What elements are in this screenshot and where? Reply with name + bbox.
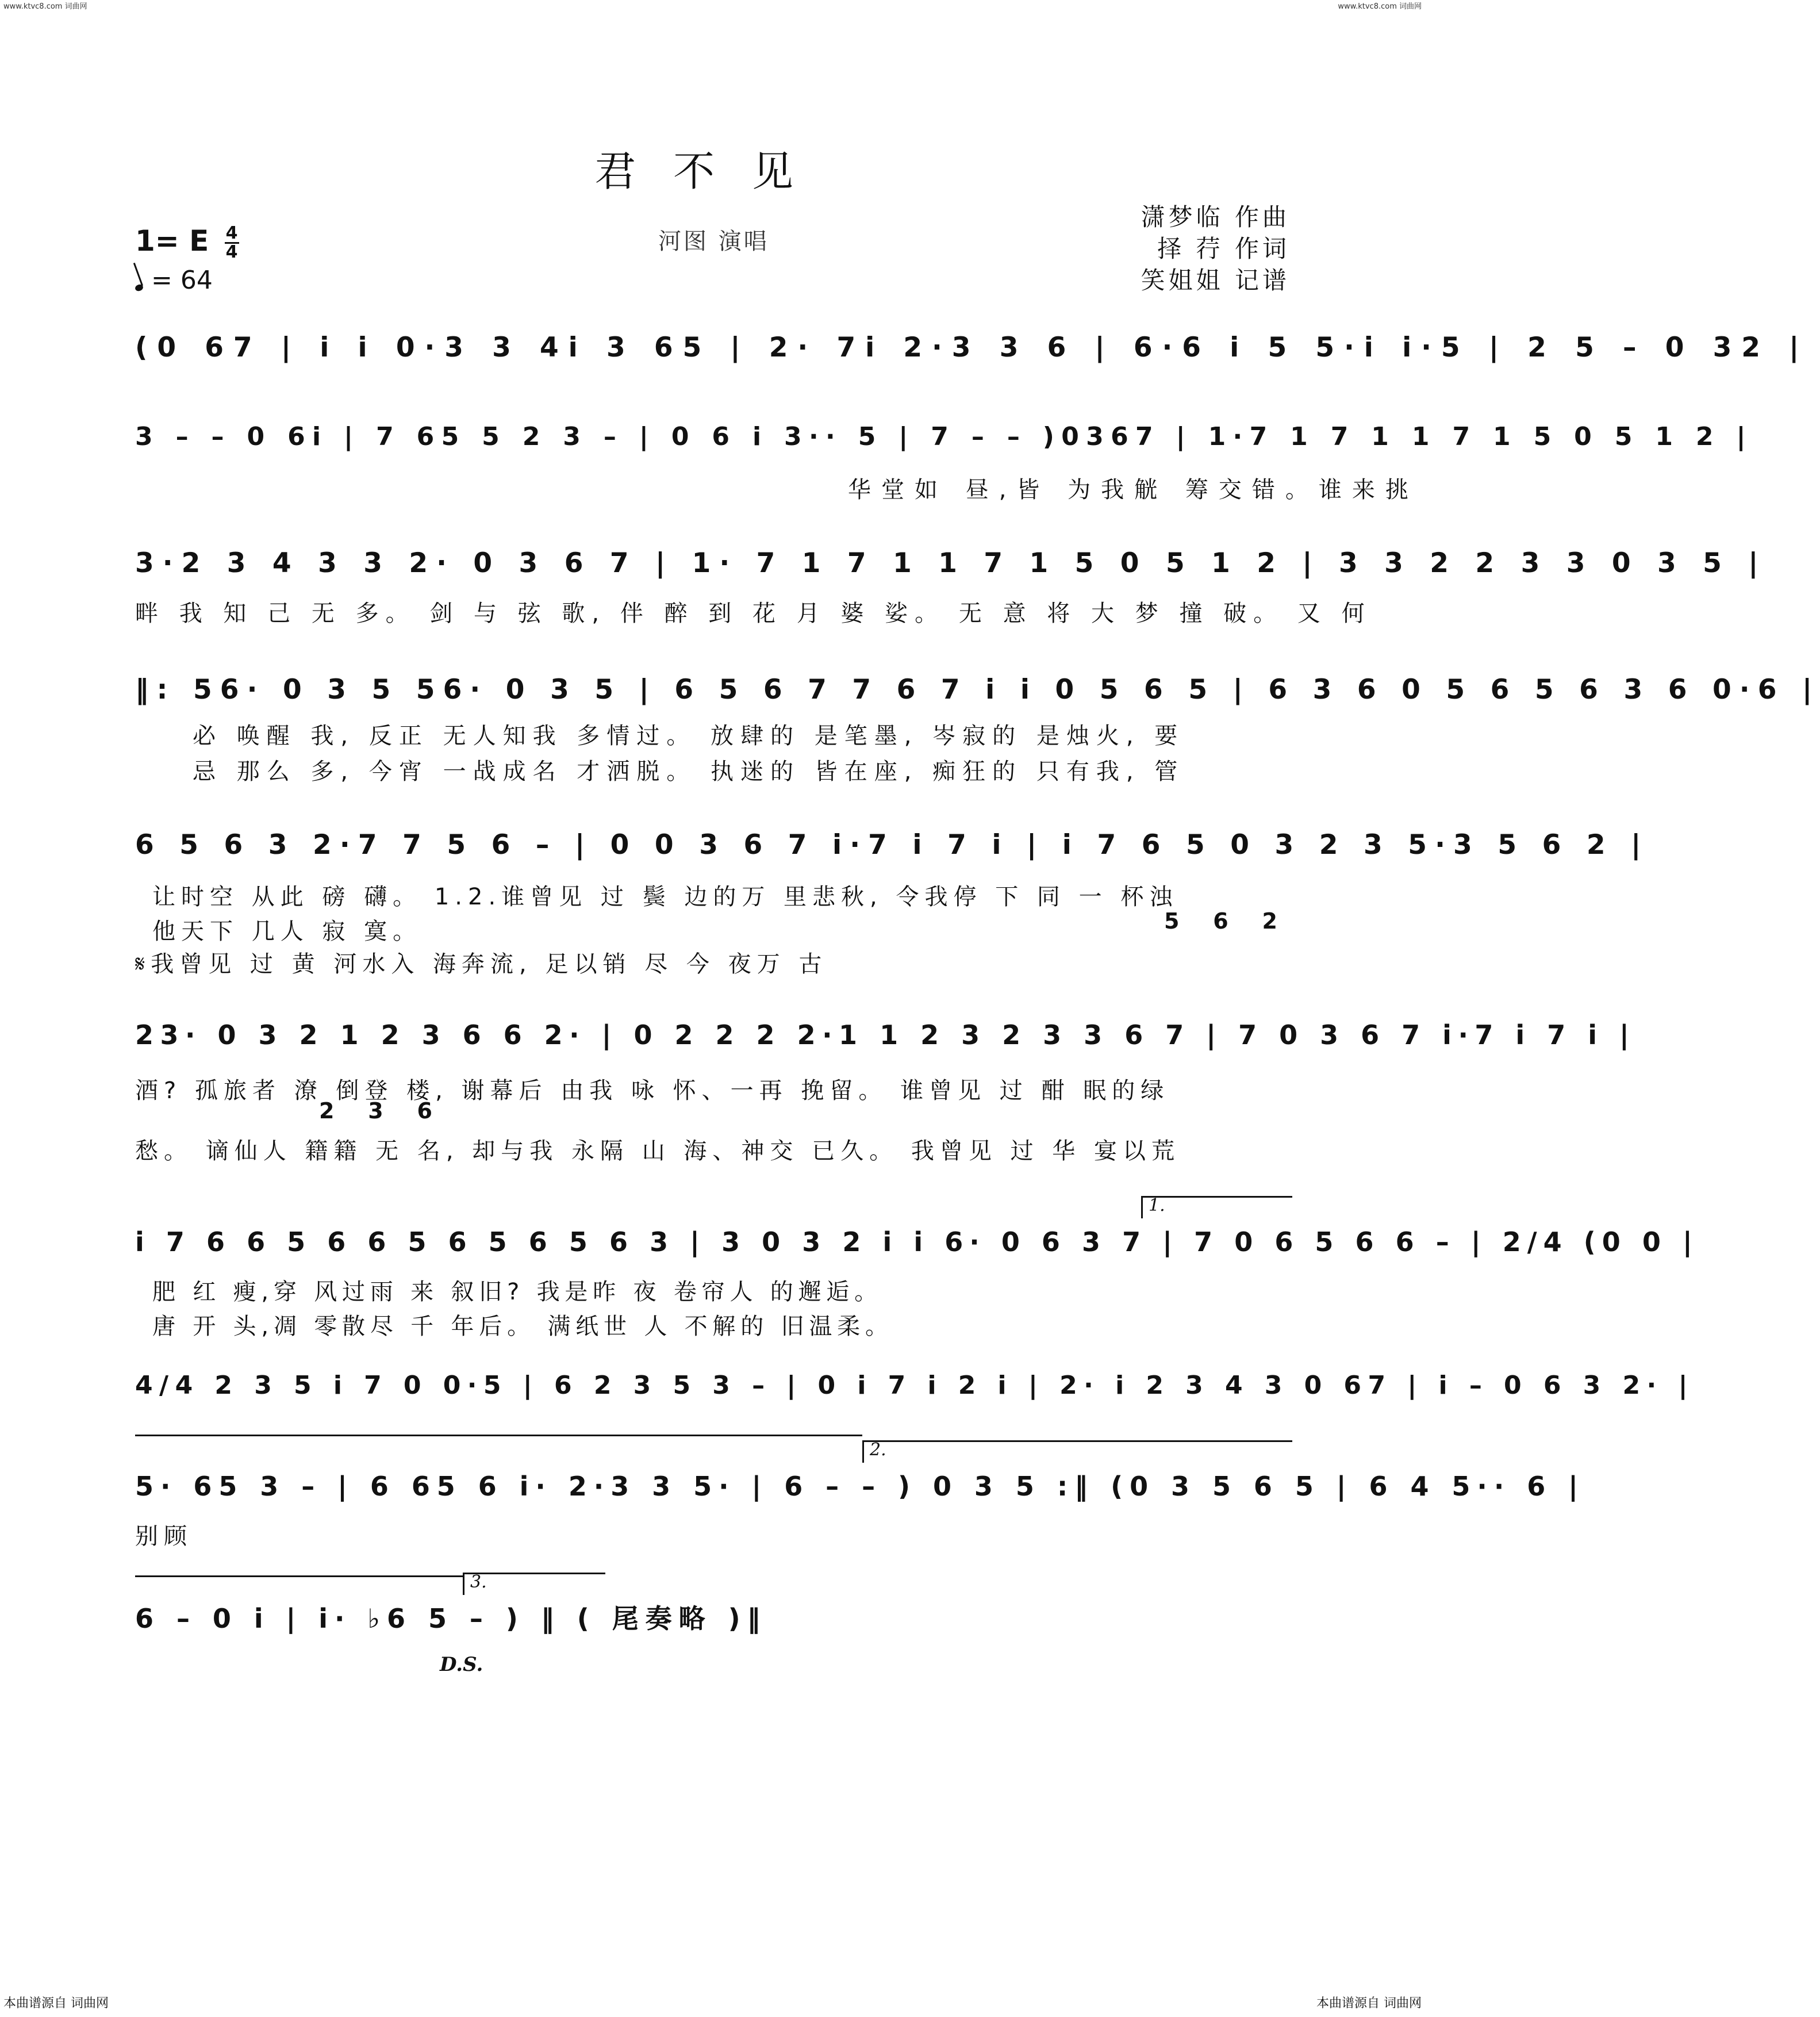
notes-line [135, 1363, 1694, 1409]
notes-line [135, 1463, 1585, 1509]
dal-segno-marking: D.S. [440, 1653, 483, 1676]
staff-divider [135, 1435, 862, 1436]
notes-text: 23· 0 3 2 1 2 3 6 6 2· | 0 2 2 2 2·1 1 2 3 2 3 3 6 7 | 7 0 3 6 7 i·7 i 7 i | [135, 1019, 1636, 1050]
time-sig-top: 4 [225, 223, 238, 243]
notes-line [135, 540, 1767, 586]
page-title: 君不见 [594, 147, 831, 195]
lyricist-credit: 择 荇 作词 [1157, 235, 1290, 263]
composer-credit: 潇梦临 作曲 [1141, 203, 1290, 231]
notes-text: 3 – – 0 6i | 7 65 5 2 3 – | 0 6 i 3·· 5 | 7 – – )0367 | 1·7 1 7 1 1 7 1 5 0 5 1 2 | [135, 422, 1753, 451]
notes-text: 4/4 2 3 5 i 7 0 0·5 | 6 2 3 5 3 – | 0 i 7 i 2 i | 2· i 2 3 4 3 0 67 | i – 0 6 3 2· | [135, 1371, 1694, 1400]
tempo-value: = 64 [151, 266, 213, 295]
notes-line [135, 1012, 1636, 1058]
volta-label: 1. [1149, 1195, 1165, 1215]
lyric-line-verse-1: 酒? 孤旅者 潦 倒登 楼, 谢幕后 由我 咏 怀、一再 挽留。 谁曾见 过 酣 眠的绿 [135, 1077, 1170, 1104]
notes-text: ‖: 56· 0 3 5 56· 0 3 5 | 6 5 6 7 7 6 7 i i 0 5 6 5 | 6 3 6 0 5 6 5 6 3 6 0·6 | [135, 674, 1820, 705]
notes-line [135, 667, 1820, 713]
footer-source-right: 本曲谱源自 词曲网 [1316, 1996, 1422, 2011]
singer: 河图 演唱 [658, 228, 769, 255]
notes-text: 5· 65 3 – | 6 65 6 i· 2·3 3 5· | 6 – – ) 0 3 5 :‖ (0 3 5 6 5 | 6 4 5·· 6 | [135, 1471, 1585, 1502]
notes-text: (0 67 | i i 0·3 3 4i 3 65 | 2· 7i 2·3 3 6 | 6·6 i 5 5·i i·5 | 2 5 – 0 32 | [135, 332, 1809, 363]
volta-label: 3. [470, 1572, 487, 1592]
notes-text: 6 – 0 i | i· ♭6 5 – ) ‖ ( 尾奏略 )‖ [135, 1603, 767, 1634]
notes-line [135, 1219, 1699, 1265]
lyric-line-verse-1: 肥 红 瘦,穿 风过雨 来 叙旧? 我是昨 夜 卷帘人 的邂逅。 [152, 1279, 882, 1305]
tempo-marking [135, 266, 213, 295]
lyric-line: 别顾 [135, 1523, 193, 1550]
lyric-line-verse-2: 忌 那么 多, 今宵 一战成名 才洒脱。 执迷的 皆在座, 痴狂的 只有我, 管 [193, 758, 1185, 785]
volta-bracket [1141, 1196, 1292, 1218]
notes-line [135, 414, 1753, 460]
volta-label: 2. [870, 1440, 886, 1460]
quarter-note-icon [135, 283, 144, 292]
notes-text: 3·2 3 4 3 3 2· 0 3 6 7 | 1· 7 1 7 1 1 7 1 5 0 5 1 2 | 3 3 2 2 3 3 0 3 5 | [135, 547, 1767, 579]
lyric-line-verse-1: 让时空 从此 磅 礴。 1.2.谁曾见 过 鬓 边的万 里悲秋, 令我停 下 同 一 杯浊 [152, 884, 1178, 910]
watermark-right[interactable]: www.ktvc8.com 词曲网 [1338, 2, 1422, 11]
staff-divider [135, 1575, 463, 1577]
notes-line [135, 1596, 1291, 1642]
volta-bracket [463, 1573, 605, 1595]
key-signature [135, 224, 239, 261]
lyric-line-verse-1: 必 唤醒 我, 反正 无人知我 多情过。 放肆的 是笔墨, 岑寂的 是烛火, 要 [193, 723, 1185, 749]
lyric-line-verse-2: 唐 开 头,凋 零散尽 千 年后。 满纸世 人 不解的 旧温柔。 [152, 1313, 893, 1340]
notes-line [135, 325, 1809, 371]
time-signature [225, 225, 239, 261]
watermark-left[interactable]: www.ktvc8.com 词曲网 [3, 2, 87, 11]
lyric-line-verse-2: 他天下 几人 寂 寞。 [152, 918, 422, 945]
transcriber-credit: 笑姐姐 记谱 [1141, 266, 1290, 294]
notes-text: i 7 6 6 5 6 6 5 6 5 6 5 6 3 | 3 0 3 2 i i 6· 0 6 3 7 | 7 0 6 5 6 6 – | 2/4 (0 0 | [135, 1226, 1699, 1257]
footer-source-left: 本曲谱源自 词曲网 [3, 1996, 109, 2011]
upper-harmony-notes: 5 6 2 [1164, 908, 1291, 934]
upper-harmony-notes: 2 3 6 [319, 1098, 446, 1123]
volta-bracket [862, 1440, 1292, 1463]
lyric-line-verse-3: 𝄋我曾见 过 黄 河水入 海奔流, 足以销 尽 今 夜万 古 [135, 951, 828, 977]
notes-line [135, 822, 1649, 868]
notes-text: 6 5 6 3 2·7 7 5 6 – | 0 0 3 6 7 i·7 i 7 i | i 7 6 5 0 3 2 3 5·3 5 6 2 | [135, 829, 1649, 861]
key-label: 1= E [135, 224, 209, 258]
lyric-line-verse-2: 愁。 谪仙人 籍籍 无 名, 却与我 永隔 山 海、神交 已久。 我曾见 过 华 宴以荒 [135, 1138, 1181, 1164]
time-sig-bottom: 4 [225, 242, 238, 262]
lyric-line: 华堂如 昼,皆 为我觥 筹交错。谁来挑 [848, 477, 1419, 503]
lyric-line: 畔 我 知 己 无 多。 剑 与 弦 歌, 伴 醉 到 花 月 婆 娑。 无 意 将 大 梦 撞 破。 又 何 [135, 600, 1372, 627]
